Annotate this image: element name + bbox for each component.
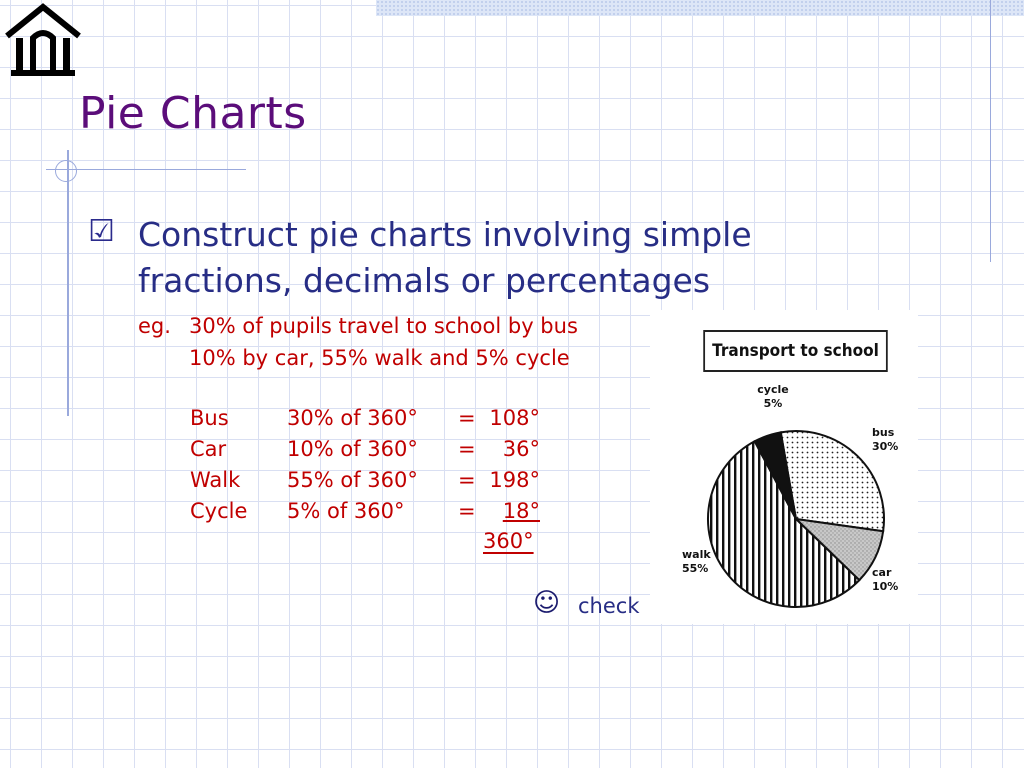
calc-expression: 30% of 360° (287, 406, 418, 430)
calc-result: 18° (502, 499, 540, 523)
calc-equals: = (458, 468, 476, 492)
calc-expression: 5% of 360° (287, 499, 405, 523)
slice-label-walk: walk (682, 548, 711, 561)
calc-expression: 55% of 360° (287, 468, 418, 492)
calc-result: 36° (502, 437, 540, 461)
home-icon[interactable] (2, 2, 84, 80)
calc-equals: = (458, 406, 476, 430)
bullet-text: Construct pie charts involving simple fractions, decimals or percentages (138, 215, 752, 300)
calc-result: 108° (489, 406, 540, 430)
total-degrees: 360° (483, 529, 534, 553)
pie-chart-figure (650, 310, 918, 624)
calc-mode: Car (190, 437, 227, 461)
slice-label-cycle: cycle (757, 383, 789, 396)
smiley-icon: ☺ (533, 588, 561, 618)
page-title: Pie Charts (79, 88, 307, 139)
slice-label-bus: bus (872, 426, 895, 439)
slice-value-cycle: 5% (763, 397, 783, 410)
decorative-vertical-line (67, 150, 69, 416)
slice-value-walk: 55% (682, 562, 709, 575)
example-label: eg. (138, 314, 171, 338)
calc-expression: 10% of 360° (287, 437, 418, 461)
top-decorative-band (376, 0, 1024, 16)
slice-value-car: 10% (872, 580, 899, 593)
check-link[interactable]: check (578, 594, 640, 618)
slice-value-bus: 30% (872, 440, 899, 453)
example-line-2: 10% by car, 55% walk and 5% cycle (189, 346, 570, 370)
calc-mode: Bus (190, 406, 229, 430)
calc-mode: Walk (190, 468, 241, 492)
pie-chart (650, 310, 918, 624)
calc-equals: = (458, 499, 476, 523)
checkbox-checked-icon: ☑ (88, 214, 115, 249)
slice-label-car: car (872, 566, 892, 579)
calc-mode: Cycle (190, 499, 248, 523)
example-line-1: 30% of pupils travel to school by bus (189, 314, 578, 338)
chart-title: Transport to school (703, 330, 888, 372)
decorative-circle (55, 160, 77, 182)
calc-result: 198° (489, 468, 540, 492)
decorative-right-line (990, 0, 991, 262)
calc-equals: = (458, 437, 476, 461)
